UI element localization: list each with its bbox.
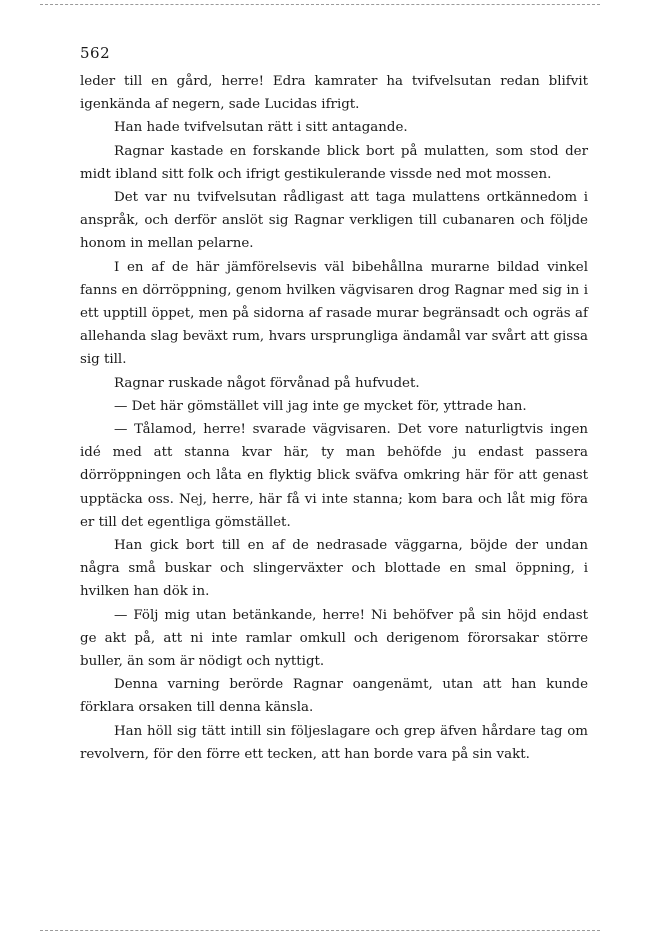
paragraph-4: Det var nu tvifvelsutan rådligast att taga mulattens ortkännedom i anspråk, och derför anslöt sig Ragnar verkligen till cubanaren och följde honom in mellan pelarne. <box>80 190 588 252</box>
paragraph-8: — Tålamod, herre! svarade vägvisaren. Det vore naturligtvis ingen idé med att stanna kvar här, ty man behöfde ju endast passera dörröppningen och låta en flyktig blick sväfva omkring här för att genast upptäcka oss. Nej, herre, här få vi inte stanna; kom bara och låt mig föra er till det egentliga gömstället. <box>80 422 588 530</box>
paragraph-12: Han höll sig tätt intill sin följeslagare och grep äfven hårdare tag om revolvern, för den förre ett tecken, att han borde vara på sin vakt. <box>80 723 588 762</box>
paragraph-1: leder till en gård, herre! Edra kamrater ha tvifvelsutan redan blifvit igenkända af negern, sade Lucidas ifrigt. <box>80 74 588 113</box>
paragraph-6: Ragnar ruskade något förvånad på hufvudet. <box>114 375 420 391</box>
page-bottom-edge <box>40 930 600 931</box>
paragraph-3: Ragnar kastade en forskande blick bort på mulatten, som stod der midt ibland sitt folk och ifrigt gestikulerande vissde ned mot mossen. <box>80 143 588 182</box>
paragraph-10: — Följ mig utan betänkande, herre! Ni behöfver på sin höjd endast ge akt på, att ni inte ramlar omkull och derigenom förorsakar större buller, än som är nödigt och nyttigt. <box>80 607 588 670</box>
paragraph-9: Han gick bort till en af de nedrasade väggarna, böjde der undan några små buskar och slingerväxter och blottade en smal öppning, i hvilken han dök in. <box>80 538 588 600</box>
page-number: 562 <box>80 44 111 62</box>
page-top-edge <box>40 4 600 5</box>
paragraph-2: Han hade tvifvelsutan rätt i sitt antagande. <box>114 120 408 136</box>
paragraph-11: Denna varning berörde Ragnar oangenämt, utan att han kunde förklara orsaken till denna känsla. <box>80 677 588 716</box>
paragraph-5: I en af de här jämförelsevis väl bibehållna murarne bildad vinkel fanns en dörröppning, genom hvilken vägvisaren drog Ragnar med sig in i ett upptill öppet, men på sidorna af rasade murar begränsadt och ogräs af allehanda slag beväxt rum, hvars ursprungliga ändamål var svårt att gissa sig till. <box>80 259 588 368</box>
body-text <box>80 70 588 766</box>
paragraph-7: — Det här gömstället vill jag inte ge mycket för, yttrade han. <box>114 398 527 414</box>
